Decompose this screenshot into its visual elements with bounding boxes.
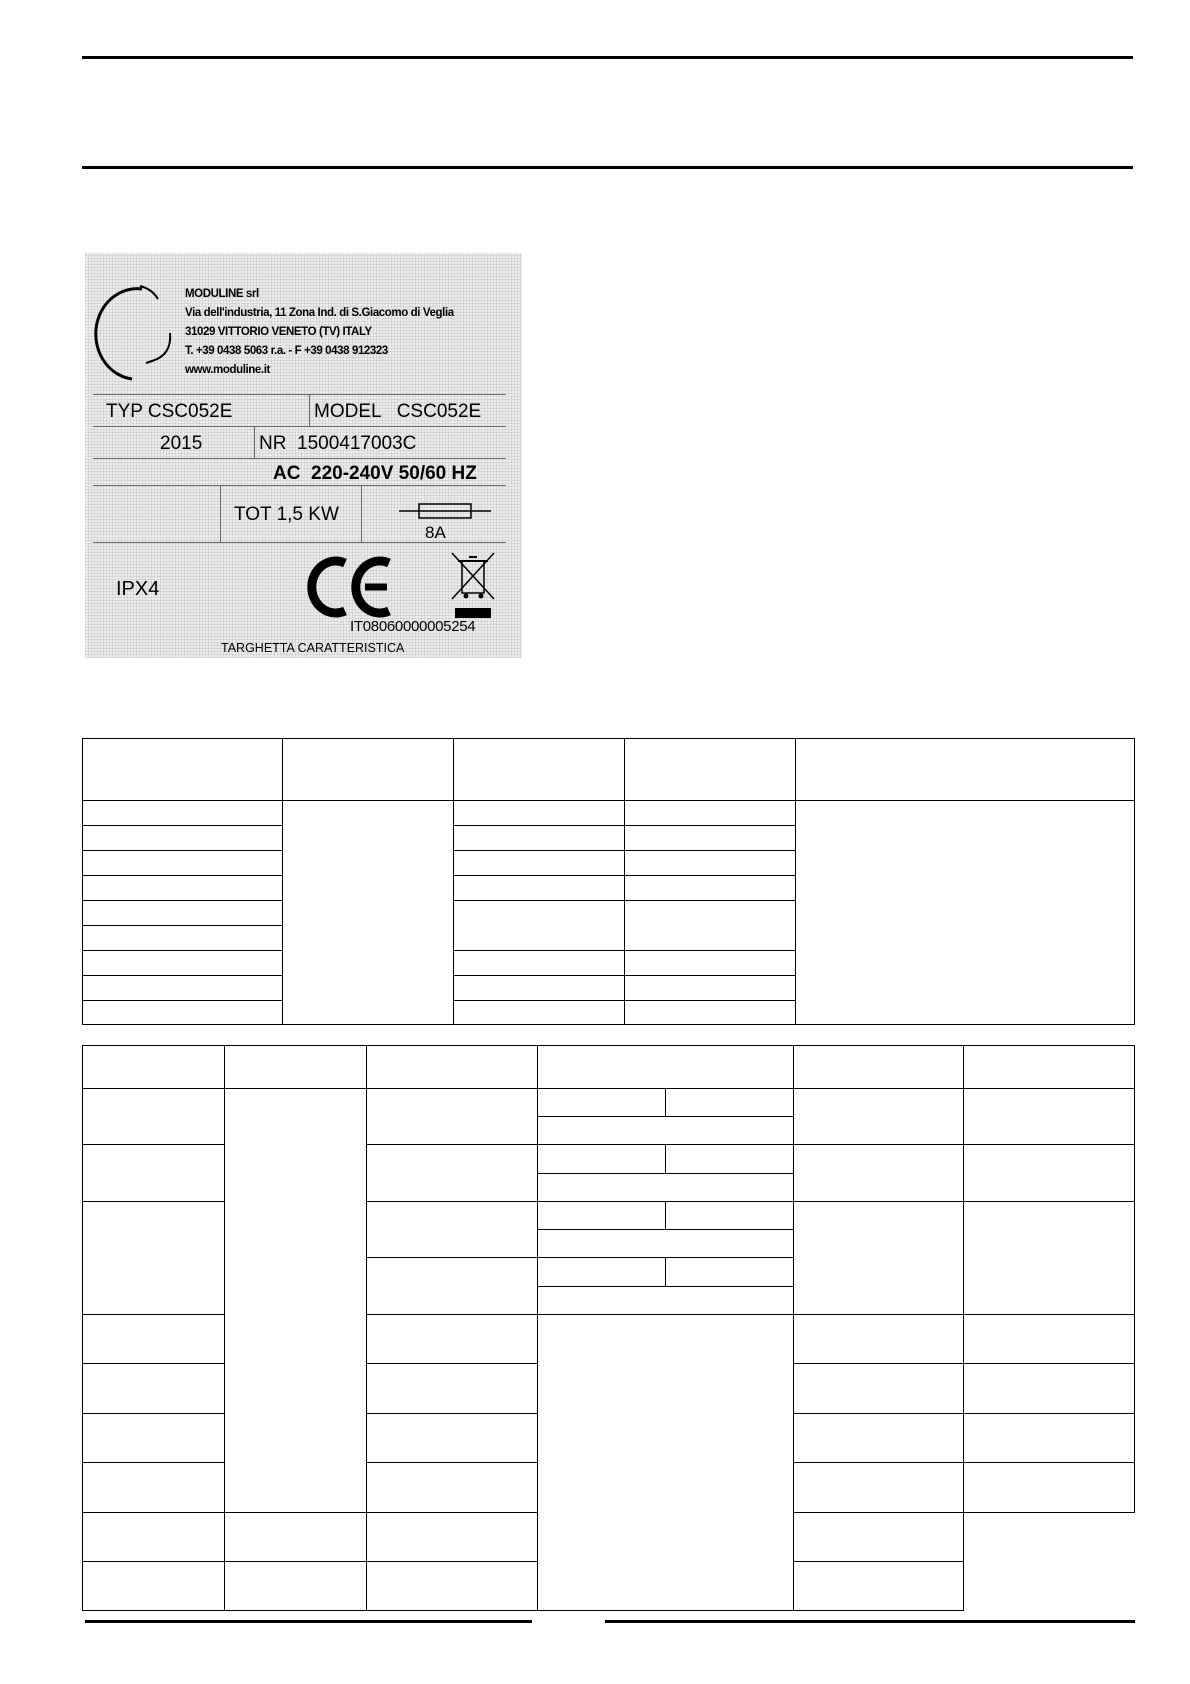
- table-row: [83, 1089, 1135, 1117]
- website: www.moduline.it: [185, 364, 270, 376]
- table-row: [83, 801, 1135, 826]
- fuse-icon: [399, 501, 491, 521]
- footer-rule-right: [605, 1620, 1135, 1623]
- rating-plate: [85, 253, 522, 658]
- plate-rule: [93, 458, 506, 459]
- model-field: MODEL CSC052E: [314, 401, 482, 422]
- manufacturer-address: [185, 285, 454, 380]
- footer-rule-left: [85, 1620, 532, 1623]
- plate-divider: [309, 394, 310, 426]
- ce-mark-icon: [307, 555, 393, 619]
- fuse-rating: 8A: [425, 523, 446, 542]
- moduline-logo-icon: [90, 281, 180, 383]
- header-top-rule: [82, 56, 1133, 59]
- table-1: [82, 738, 1135, 1025]
- weee-code: IT08060000005254: [350, 618, 476, 635]
- plate-divider: [220, 485, 221, 542]
- header-bottom-rule: [82, 166, 1133, 169]
- plate-rule: [93, 485, 506, 486]
- ip-rating: IPX4: [116, 578, 160, 600]
- plate-rule: [93, 426, 506, 427]
- total-power-field: TOT 1,5 KW: [234, 504, 339, 525]
- table-2: [82, 1045, 1135, 1611]
- serial-field: NR 1500417003C: [259, 433, 417, 454]
- weee-bin-icon: [449, 551, 497, 621]
- power-supply-field: AC 220-240V 50/60 HZ: [273, 463, 477, 484]
- plate-divider: [254, 426, 255, 458]
- typ-field: TYP CSC052E: [106, 401, 233, 422]
- address-line-2: 31029 VITTORIO VENETO (TV) ITALY: [185, 326, 372, 338]
- company-name: MODULINE srl: [185, 288, 259, 300]
- plate-divider: [361, 485, 362, 542]
- plate-rule: [93, 394, 506, 395]
- plate-caption: TARGHETTA CARATTERISTICA: [221, 641, 405, 655]
- address-line-1: Via dell'industria, 11 Zona Ind. di S.Giacomo di Veglia: [185, 307, 454, 319]
- table-row: [83, 739, 1135, 801]
- table-row: [83, 1046, 1135, 1089]
- phone-fax: T. +39 0438 5063 r.a. - F +39 0438 912323: [185, 345, 388, 357]
- year-field: 2015: [160, 433, 203, 454]
